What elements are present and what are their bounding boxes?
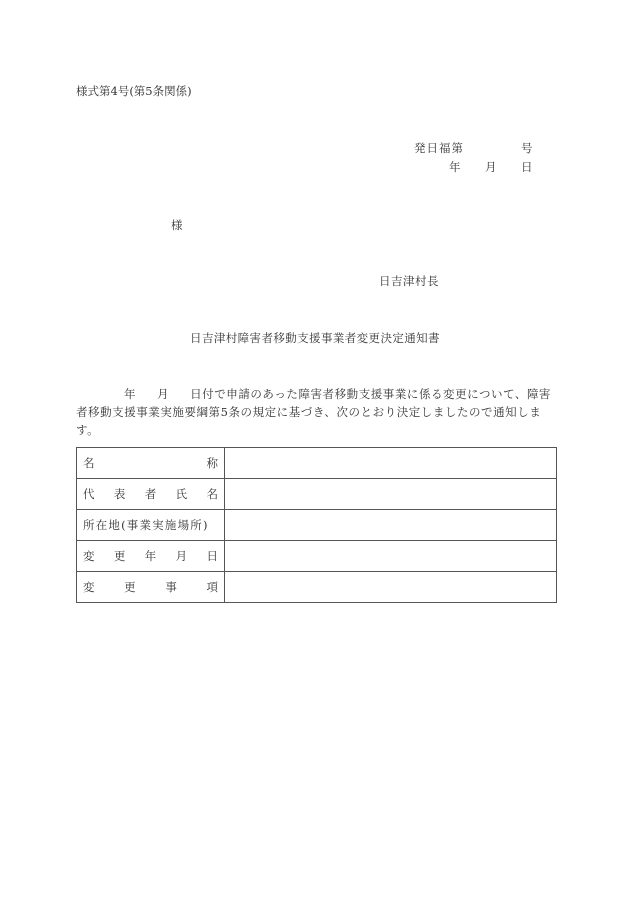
row-value-name [225,448,557,479]
form-number: 様式第4号(第5条関係) [76,84,192,98]
table-row-change-date [77,541,557,572]
date-day-label: 日 [521,160,533,174]
document-title: 日吉津村障害者移動支援事業者変更決定通知書 [190,331,440,345]
row-value-location [225,510,557,541]
row-label-change-date: 変 更 年 月 日 [77,541,225,572]
row-label-location: 所在地(事業実施場所) [77,510,225,541]
body-year-label: 年 [124,387,137,401]
row-label-name: 名 称 [77,448,225,479]
issue-number-suffix: 号 [521,141,533,155]
row-label-representative: 代 表 者 氏 名 [77,479,225,510]
change-details-table [76,447,557,603]
row-value-change-date [225,541,557,572]
body-month-label: 月 [157,387,170,401]
issue-number-prefix: 発日福第 [414,141,464,155]
issuer-name: 日吉津村長 [379,274,439,288]
table-row-location [77,510,557,541]
table-row-representative [77,479,557,510]
row-value-representative [225,479,557,510]
row-value-change-items [225,572,557,603]
body-text: 日付で申請のあった障害者移動支援事業に係る変更について、障害者移動支援事業実施要綱第5条の規定に基づき、次のとおり決定しましたので通知します。 [76,387,552,437]
table-row-name [77,448,557,479]
notice-body [76,385,558,439]
table-row-change-items [77,572,557,603]
date-month-label: 月 [485,160,497,174]
addressee-honorific: 様 [171,218,183,232]
row-label-change-items: 変 更 事 項 [77,572,225,603]
date-year-label: 年 [449,160,461,174]
